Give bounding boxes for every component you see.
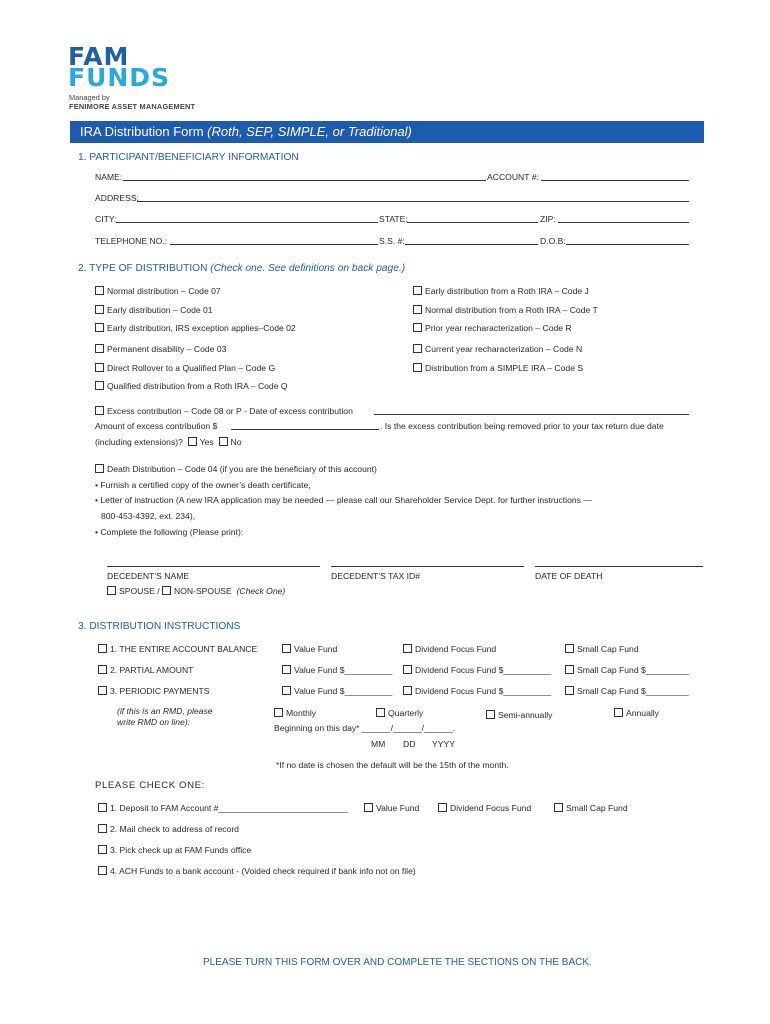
entire-balance-option[interactable]: 1. THE ENTIRE ACCOUNT BALANCE: [98, 644, 257, 654]
address-label: ADDRESS:: [95, 193, 139, 203]
ssn-label: S.S. #:: [379, 236, 405, 246]
pickup-check-option[interactable]: 3. Pick check up at FAM Funds office: [98, 845, 251, 855]
dob-label: D.O.B:: [540, 236, 566, 246]
nonspouse-checkbox[interactable]: [162, 586, 171, 595]
city-field[interactable]: [116, 222, 378, 223]
decedent-taxid-label: DECEDENT’S TAX ID#: [331, 571, 420, 581]
label-dd: DD: [403, 739, 416, 749]
entire-value-fund[interactable]: Value Fund: [282, 644, 337, 654]
checkbox[interactable]: [364, 803, 373, 812]
excess-question: . Is the excess contribution being removed prior to your tax return due date: [380, 421, 664, 431]
checkbox[interactable]: [413, 323, 422, 332]
checkbox[interactable]: [486, 710, 495, 719]
zip-field[interactable]: [558, 222, 689, 223]
checkbox[interactable]: [282, 686, 291, 695]
rmd-note-1: (if this is an RMD, please: [117, 706, 213, 716]
logo-managed-by: Managed by: [69, 93, 110, 102]
default-date-note: *If no date is chosen the default will be the 15th of the month.: [276, 760, 509, 770]
label-mm: MM: [371, 739, 386, 749]
checkbox[interactable]: [403, 644, 412, 653]
date-of-death-field[interactable]: [535, 566, 703, 567]
yes-checkbox[interactable]: [188, 437, 197, 446]
checkbox[interactable]: [438, 803, 447, 812]
checkbox[interactable]: [95, 286, 104, 295]
please-check-one: PLEASE CHECK ONE:: [95, 780, 205, 791]
option-code-r[interactable]: Prior year recharacterization – Code R: [413, 323, 572, 333]
checkbox[interactable]: [95, 406, 104, 415]
freq-monthly[interactable]: Monthly: [274, 708, 316, 718]
title-banner: [70, 121, 704, 143]
entire-dividend-fund[interactable]: Dividend Focus Fund: [403, 644, 496, 654]
checkbox[interactable]: [413, 286, 422, 295]
deposit-option[interactable]: 1. Deposit to FAM Account #___________________________: [98, 803, 347, 813]
decedent-name-field[interactable]: [107, 566, 320, 567]
page-title: IRA Distribution Form (Roth, SEP, SIMPLE, or Traditional): [80, 124, 412, 139]
option-code-03[interactable]: Permanent disability – Code 03: [95, 344, 226, 354]
checkbox[interactable]: [282, 665, 291, 674]
excess-question-cont: (including extensions)? Yes No: [95, 437, 242, 447]
checkbox[interactable]: [282, 644, 291, 653]
checkbox[interactable]: [403, 686, 412, 695]
checkbox[interactable]: [413, 344, 422, 353]
address-field[interactable]: [137, 201, 689, 202]
checkbox[interactable]: [95, 464, 104, 473]
checkbox[interactable]: [376, 708, 385, 717]
option-death[interactable]: Death Distribution – Code 04 (if you are the beneficiary of this account): [95, 464, 377, 474]
rmd-note-2: write RMD on line):: [117, 717, 191, 727]
state-label: STATE:: [379, 214, 408, 224]
logo-fam: FAM: [68, 42, 130, 71]
checkbox[interactable]: [565, 644, 574, 653]
checkbox[interactable]: [565, 686, 574, 695]
option-code-g[interactable]: Direct Rollover to a Qualified Plan – Code G: [95, 363, 275, 373]
checkbox[interactable]: [98, 644, 107, 653]
phone-label: TELEPHONE NO.:: [95, 236, 168, 246]
death-bullet-3: • Complete the following (Please print):: [95, 527, 244, 537]
ssn-field[interactable]: [405, 244, 538, 245]
option-code-n[interactable]: Current year recharacterization – Code N: [413, 344, 582, 354]
death-bullet-1: • Furnish a certified copy of the owner’s death certificate,: [95, 480, 311, 490]
partial-smallcap-fund[interactable]: Small Cap Fund $_________: [565, 665, 689, 675]
no-checkbox[interactable]: [219, 437, 228, 446]
deposit-smallcap-fund[interactable]: Small Cap Fund: [554, 803, 628, 813]
checkbox[interactable]: [95, 381, 104, 390]
freq-semiannually[interactable]: Semi-annually: [486, 710, 552, 720]
death-bullet-2b: 800-453-4392, ext. 234),: [101, 511, 196, 521]
mail-check-option[interactable]: 2. Mail check to address of record: [98, 824, 239, 834]
checkbox[interactable]: [274, 708, 283, 717]
checkbox[interactable]: [554, 803, 563, 812]
death-bullet-2: • Letter of instruction (A new IRA application may be needed — please call our Shareholder Service Dept. for further instructions —: [95, 495, 592, 505]
checkbox[interactable]: [98, 845, 107, 854]
excess-amount-label: Amount of excess contribution $: [95, 421, 218, 431]
deposit-value-fund[interactable]: Value Fund: [364, 803, 419, 813]
footer-note: PLEASE TURN THIS FORM OVER AND COMPLETE THE SECTIONS ON THE BACK.: [203, 957, 592, 968]
date-of-death-label: DATE OF DEATH: [535, 571, 603, 581]
phone-field[interactable]: [170, 244, 378, 245]
option-code-01[interactable]: Early distribution – Code 01: [95, 305, 213, 315]
periodic-payments-option[interactable]: 3. PERIODIC PAYMENTS: [98, 686, 209, 696]
section2-heading: 2. TYPE OF DISTRIBUTION (Check one. See definitions on back page.): [78, 263, 406, 274]
checkbox[interactable]: [98, 866, 107, 875]
checkbox[interactable]: [95, 363, 104, 372]
entire-smallcap-fund[interactable]: Small Cap Fund: [565, 644, 639, 654]
name-field[interactable]: [123, 180, 486, 181]
freq-quarterly[interactable]: Quarterly: [376, 708, 423, 718]
excess-amount-field[interactable]: [231, 429, 379, 430]
option-code-02[interactable]: Early distribution, IRS exception applies–Code 02: [95, 323, 296, 333]
ach-option[interactable]: 4. ACH Funds to a bank account - (Voided check required if bank info not on file): [98, 866, 416, 876]
account-field[interactable]: [541, 180, 689, 181]
section1-heading: 1. PARTICIPANT/BENEFICIARY INFORMATION: [78, 152, 299, 163]
checkbox[interactable]: [565, 665, 574, 674]
freq-annually[interactable]: Annually: [614, 708, 659, 718]
checkbox[interactable]: [98, 665, 107, 674]
city-label: CITY:: [95, 214, 117, 224]
zip-label: ZIP:: [540, 214, 556, 224]
checkbox[interactable]: [614, 708, 623, 717]
checkbox[interactable]: [403, 665, 412, 674]
checkbox[interactable]: [98, 686, 107, 695]
option-code-j[interactable]: Early distribution from a Roth IRA – Code J: [413, 286, 589, 296]
section3-heading: 3. DISTRIBUTION INSTRUCTIONS: [78, 621, 241, 632]
checkbox[interactable]: [413, 363, 422, 372]
checkbox[interactable]: [98, 824, 107, 833]
option-excess[interactable]: Excess contribution – Code 08 or P - Date of excess contribution: [95, 406, 353, 416]
state-field[interactable]: [407, 222, 538, 223]
checkbox[interactable]: [413, 305, 422, 314]
decedent-name-label: DECEDENT’S NAME: [107, 571, 190, 581]
periodic-value-fund[interactable]: Value Fund $__________: [282, 686, 392, 696]
option-code-t[interactable]: Normal distribution from a Roth IRA – Code T: [413, 305, 598, 315]
account-label: ACCOUNT #:: [487, 172, 539, 182]
dob-field[interactable]: [566, 244, 689, 245]
partial-amount-option[interactable]: 2. PARTIAL AMOUNT: [98, 665, 193, 675]
checkbox[interactable]: [95, 305, 104, 314]
checkbox[interactable]: [98, 803, 107, 812]
partial-dividend-fund[interactable]: Dividend Focus Fund $__________: [403, 665, 551, 675]
option-code-07[interactable]: Normal distribution – Code 07: [95, 286, 221, 296]
logo-company: FENIMORE ASSET MANAGEMENT: [69, 102, 196, 111]
option-code-q[interactable]: Qualified distribution from a Roth IRA – Code Q: [95, 381, 288, 391]
spouse-selector: SPOUSE / NON-SPOUSE (Check One): [107, 586, 285, 596]
beginning-date[interactable]: Beginning on this day* ______/______/______.: [274, 723, 456, 733]
excess-date-field[interactable]: [374, 414, 689, 415]
option-code-s[interactable]: Distribution from a SIMPLE IRA – Code S: [413, 363, 583, 373]
logo-funds: FUNDS: [68, 63, 171, 92]
checkbox[interactable]: [95, 344, 104, 353]
label-yyyy: YYYY: [432, 739, 455, 749]
decedent-taxid-field[interactable]: [331, 566, 524, 567]
periodic-dividend-fund[interactable]: Dividend Focus Fund $__________: [403, 686, 551, 696]
checkbox[interactable]: [95, 323, 104, 332]
partial-value-fund[interactable]: Value Fund $__________: [282, 665, 392, 675]
spouse-checkbox[interactable]: [107, 586, 116, 595]
deposit-dividend-fund[interactable]: Dividend Focus Fund: [438, 803, 531, 813]
periodic-smallcap-fund[interactable]: Small Cap Fund $_________: [565, 686, 689, 696]
name-label: NAME:: [95, 172, 123, 182]
